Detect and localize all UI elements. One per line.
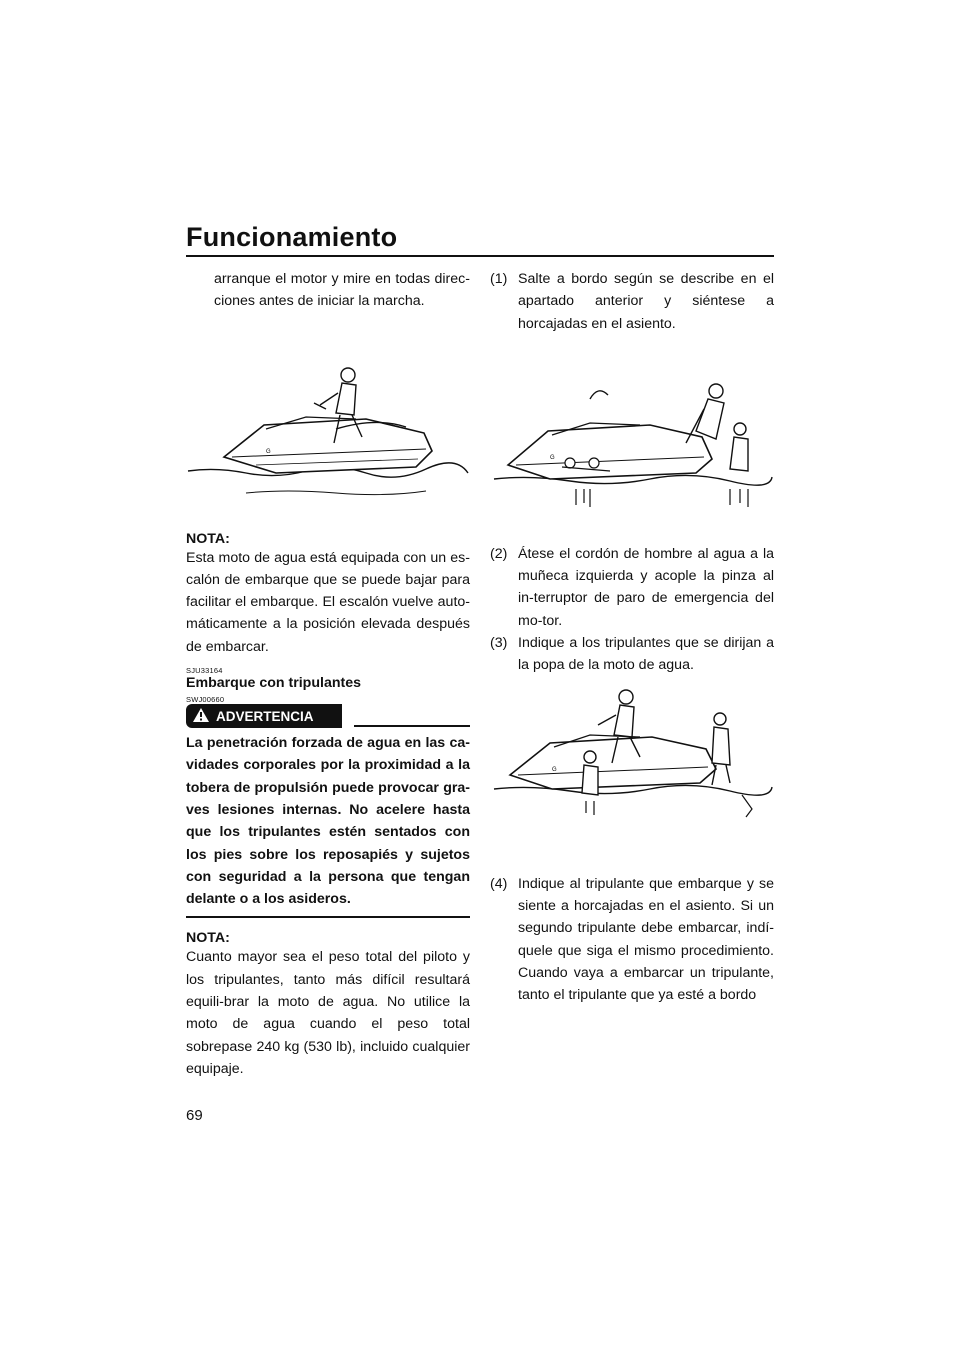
step-text: Indique a los tripulantes que se dirijan a la popa de la moto de agua. xyxy=(518,635,774,674)
warning-label: ADVERTENCIA xyxy=(216,708,314,724)
page-number: 69 xyxy=(186,1107,203,1124)
warning-text: La penetración forzada de agua en las ca-vidades corporales por la proximidad a la tobera de propulsión puede provocar gra-ves lesiones internas. No acelere hasta que los tripulantes estén sentados con los pies sobre los reposapiés y sujetos con seguridad a la persona que tengan delante o a los asideros. xyxy=(186,735,470,908)
watercraft-rider-icon xyxy=(186,333,470,533)
warning-code: SWJ00660 xyxy=(186,695,225,705)
step-text: Indique al tripulante que embarque y se siente a horcajadas en el asiento. Si un segundo tripulante debe embarcar, indí-quele que siga el mismo procedimiento. Cuando vaya a embarcar un tripulante, tanto el tripulante que ya esté a bordo xyxy=(518,875,774,1004)
warning-header xyxy=(186,704,470,728)
warning-badge xyxy=(186,704,342,728)
step-3 xyxy=(490,632,774,677)
figure-3 xyxy=(490,677,774,873)
intro-paragraph: arranque el motor y mire en todas direc-ciones antes de iniciar la marcha. xyxy=(214,271,470,310)
svg-text:G: G xyxy=(266,448,271,455)
figure-2 xyxy=(490,335,774,543)
nota-label-2: NOTA: xyxy=(186,930,230,947)
warning-triangle-icon xyxy=(192,707,210,726)
step-1 xyxy=(490,268,774,335)
watercraft-boarding-icon xyxy=(490,339,774,539)
right-column xyxy=(490,268,774,1006)
nota-label-1: NOTA: xyxy=(186,530,230,547)
warning-bottom-rule xyxy=(186,916,470,918)
title-rule xyxy=(186,255,774,257)
figure-1 xyxy=(186,313,470,531)
section-heading: Embarque con tripulantes xyxy=(186,675,362,692)
section-code: SJU33164 xyxy=(186,666,223,676)
step-4 xyxy=(490,873,774,1007)
warning-top-rule xyxy=(354,725,470,727)
svg-text:G: G xyxy=(552,766,557,773)
step-text: Salte a bordo según se describe en el apartado anterior y siéntese a horcajadas en el asiento. xyxy=(518,271,774,332)
svg-text:G: G xyxy=(550,454,555,461)
step-2 xyxy=(490,543,774,632)
nota-text-2: Cuanto mayor sea el peso total del piloto y los tripulantes, tanto más difícil resultará equili-brar la moto de agua. No utilice la moto de agua cuando el peso total sobrepase 240 kg (530 lb), incluido cualquier equipaje. xyxy=(186,949,470,1077)
step-number: (4) xyxy=(490,875,508,892)
step-text: Átese el cordón de hombre al agua a la muñeca izquierda y acople la pinza al in-terruptor de paro de emergencia del mo-tor. xyxy=(518,545,774,629)
step-number: (2) xyxy=(490,545,508,562)
page-title: Funcionamiento xyxy=(186,222,398,252)
nota-text-1: Esta moto de agua está equipada con un es-calón de embarque que se puede bajar para facilitar el embarque. El escalón vuelve auto-máticamente a la posición elevada después de embarcar. xyxy=(186,549,470,655)
step-number: (3) xyxy=(490,635,508,652)
step-number: (1) xyxy=(490,271,508,287)
watercraft-passengers-icon xyxy=(490,677,774,873)
left-column xyxy=(186,268,470,1080)
